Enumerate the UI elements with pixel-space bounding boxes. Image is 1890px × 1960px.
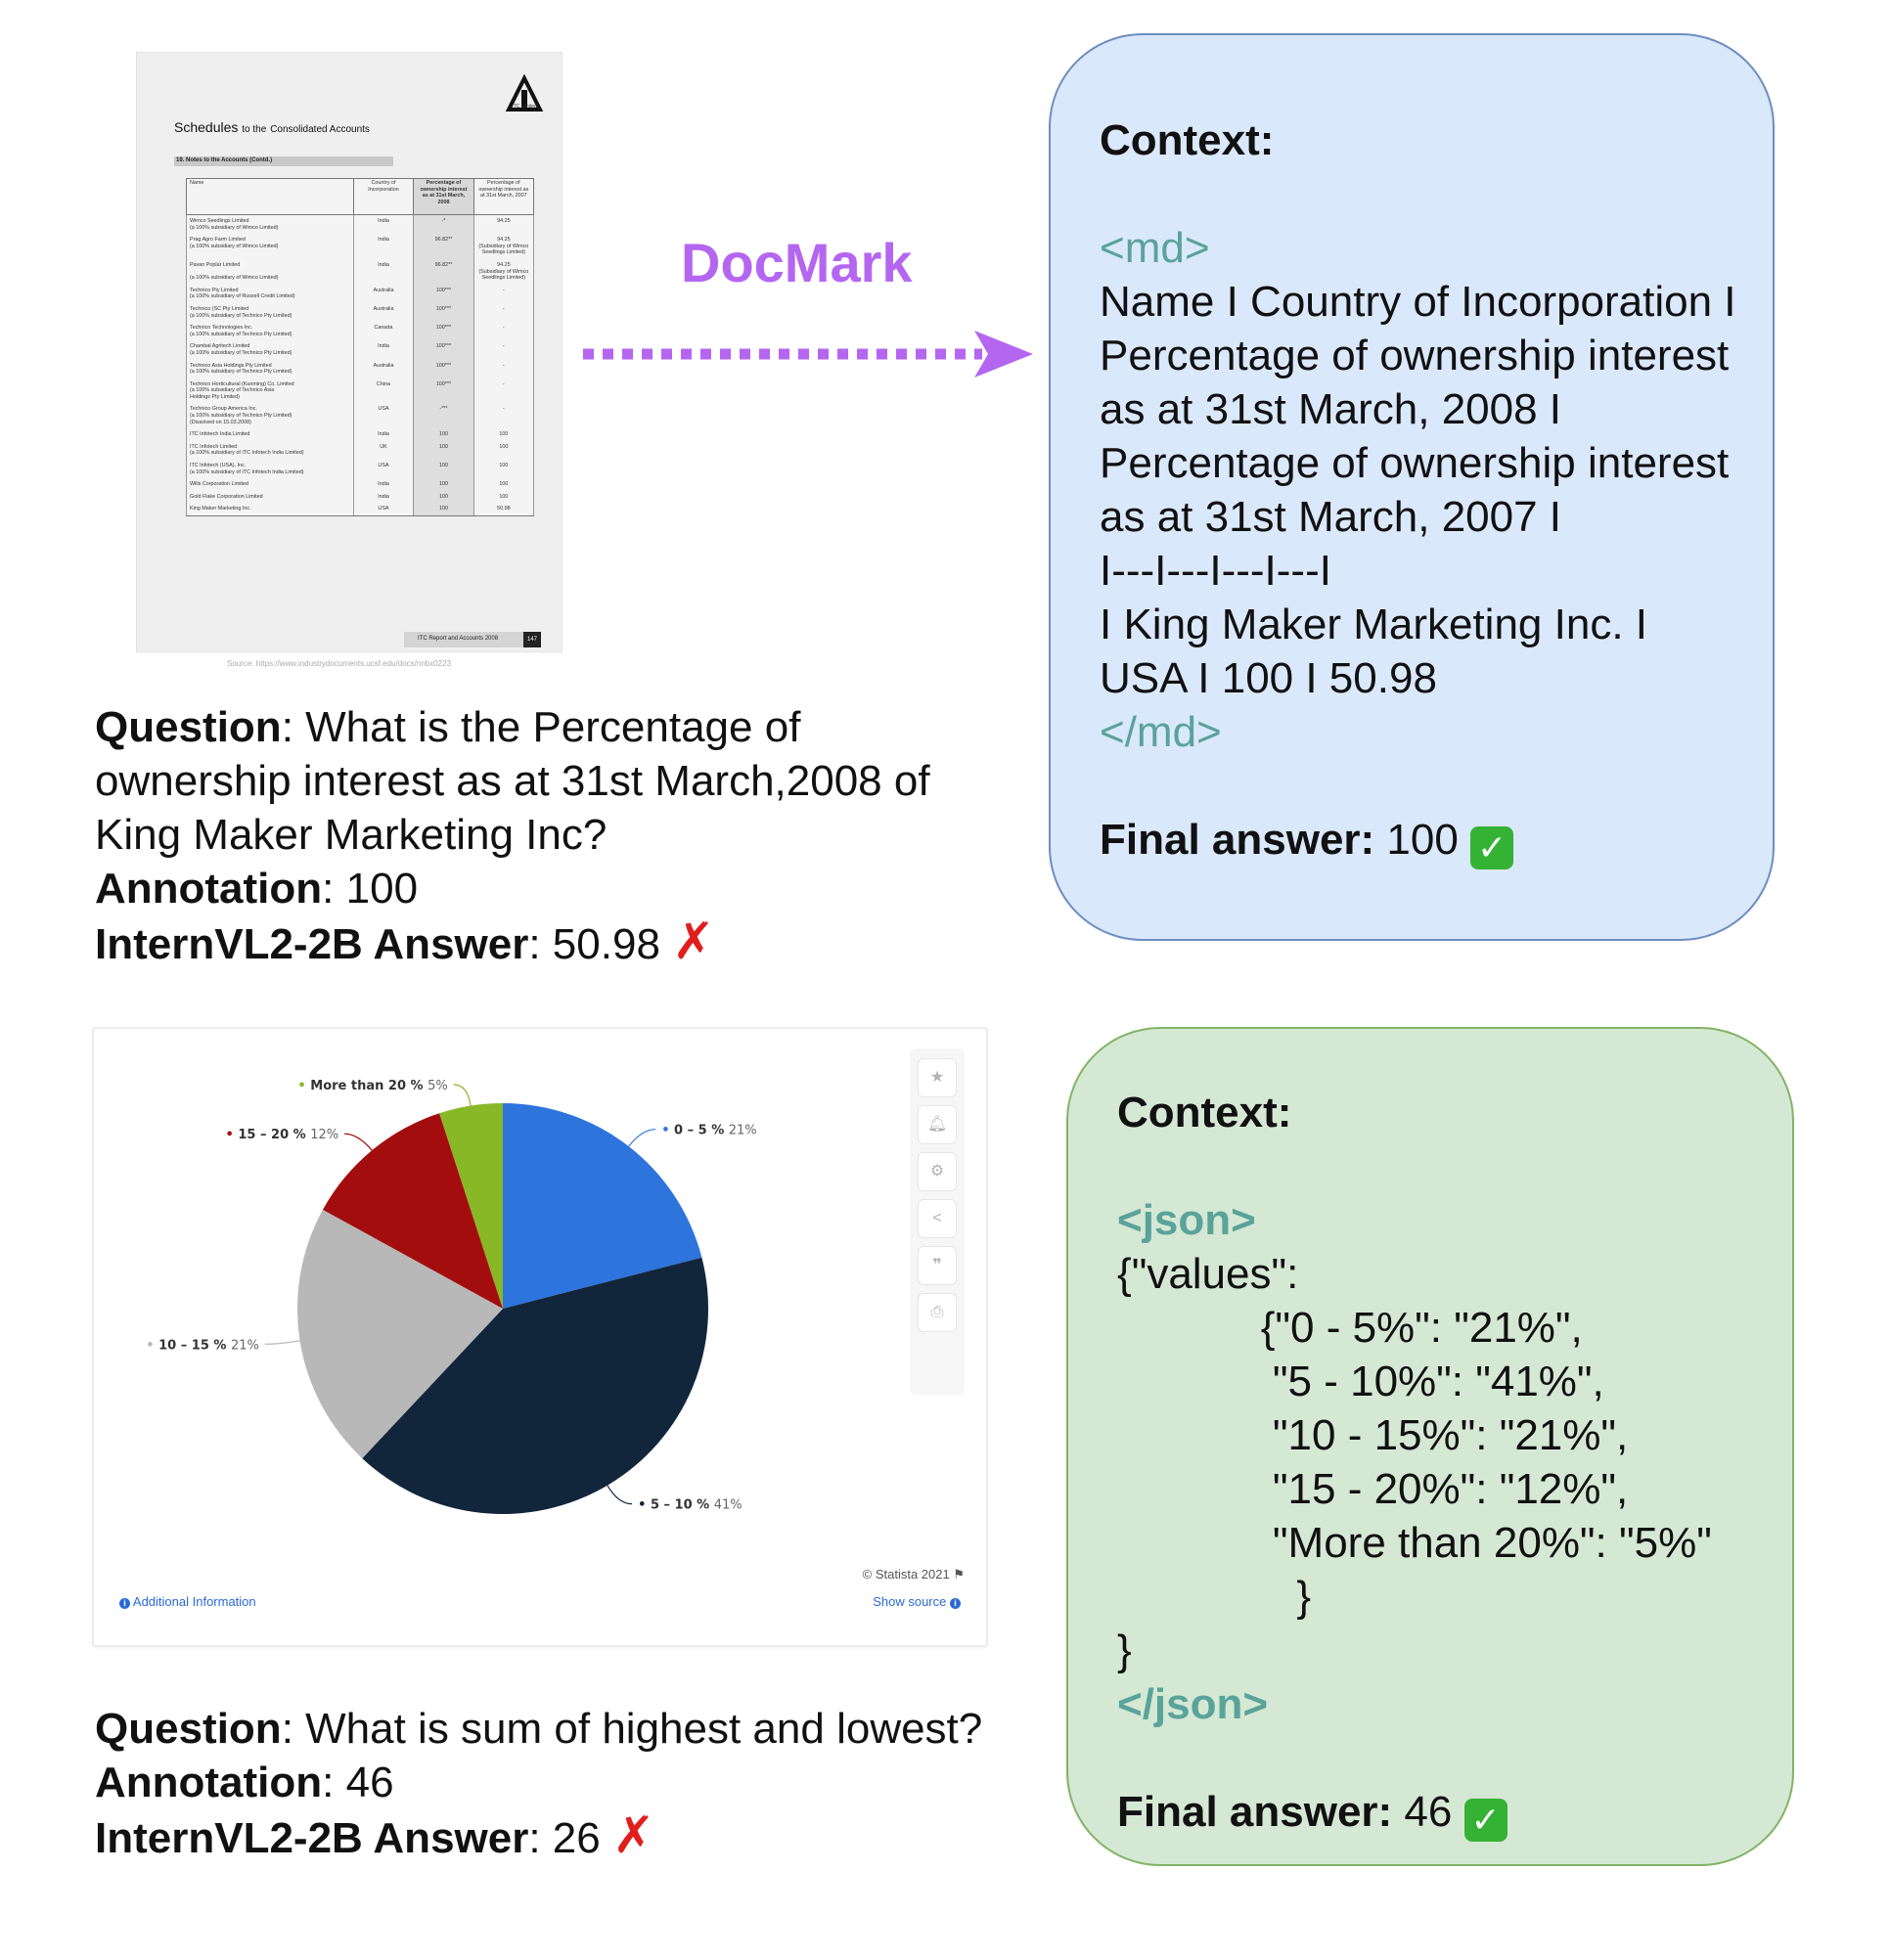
- cell-name: Technico Horticultural (Kunming) Co. Limited (a 100% subsidiary of Technico Asia Holdings Pty Limited): [187, 379, 354, 404]
- star-icon[interactable]: ★: [918, 1058, 957, 1097]
- col-header-pct2008: Percentage of ownership interest as at 31st March, 2008: [414, 179, 473, 215]
- final-answer-line: [1100, 813, 1775, 869]
- cell-country: India: [353, 234, 414, 259]
- table-row: [187, 403, 534, 428]
- cell-pct2008: 96.82**: [414, 259, 473, 285]
- table-row: [187, 379, 534, 404]
- data-label: • More than 20 % 5%: [297, 1078, 448, 1093]
- table-row: [187, 215, 534, 235]
- cell-pct2008: 100***: [414, 360, 473, 379]
- leader-line: [265, 1341, 300, 1344]
- ownership-table: [186, 178, 534, 516]
- docmark-label: DocMark: [681, 232, 913, 293]
- data-label-value: 21%: [230, 1338, 259, 1354]
- chart-toolbar: [910, 1048, 965, 1395]
- answer-label: InternVL2-2B Answer: [95, 1814, 529, 1862]
- table-row: [187, 340, 534, 359]
- answer-line: [95, 1809, 1054, 1865]
- cell-pct2007: 94.25 (Subsidiary of Wimco Seedlings Limited): [473, 259, 533, 285]
- check-mark-icon: ✓: [1464, 1799, 1508, 1842]
- dotted-arrow-icon: [581, 331, 1035, 378]
- cell-pct2008: -***: [414, 403, 473, 428]
- cell-pct2008: 100***: [414, 285, 473, 303]
- cell-name: Technico Group America Inc. (a 100% subsidiary of Technico Pty Limited) (Dissolved on 15.03.2008): [187, 403, 354, 428]
- cell-pct2007: 94.25 (Subsidiary of Wimco Seedlings Limited): [473, 234, 533, 259]
- table-row: [187, 491, 534, 504]
- cell-pct2007: 100: [473, 491, 533, 504]
- col-header-pct2007: Percentage of ownership interest as at 31st March, 2007: [473, 179, 533, 215]
- final-answer-value: 46: [1404, 1788, 1453, 1836]
- table-body: [187, 215, 534, 516]
- cell-pct2007: 100: [473, 441, 533, 460]
- cell-name: Technico (SC Pty Limited (a 100% subsidiary of Technico Pty Limited): [187, 303, 354, 322]
- show-source-text: Show source: [873, 1594, 947, 1609]
- json-close-tag: </json>: [1117, 1680, 1269, 1728]
- cell-pct2008: 100***: [414, 322, 473, 340]
- cell-pct2007: -: [473, 379, 533, 404]
- footer-text: ITC Report and Accounts 2008: [418, 636, 499, 642]
- cell-country: Canada: [353, 322, 414, 340]
- check-mark-icon: ✓: [1470, 826, 1513, 869]
- question-line: [95, 700, 995, 862]
- cell-pct2008: 100***: [414, 303, 473, 322]
- info-icon: i: [950, 1598, 961, 1609]
- cell-country: India: [353, 428, 414, 441]
- cell-country: China: [353, 379, 414, 404]
- quote-icon[interactable]: ❞: [918, 1246, 957, 1285]
- answer-label: InternVL2-2B Answer: [95, 920, 529, 968]
- show-source-link[interactable]: [873, 1594, 961, 1609]
- annotation-line: [95, 862, 995, 915]
- additional-information-link[interactable]: [119, 1594, 256, 1609]
- data-label: • 0 – 5 % 21%: [661, 1123, 757, 1138]
- data-label-value: 5%: [428, 1078, 448, 1093]
- title-main: Schedules: [174, 119, 239, 135]
- annotation-text: : 46: [322, 1759, 394, 1806]
- final-answer-label: Final answer:: [1117, 1788, 1393, 1836]
- cell-pct2008: 100***: [414, 340, 473, 359]
- cell-country: India: [353, 340, 414, 359]
- cell-country: India: [353, 491, 414, 504]
- title-rest: to the: [242, 124, 267, 135]
- json-open-tag: <json>: [1117, 1196, 1256, 1244]
- context-box-json: [1066, 1027, 1794, 1866]
- cell-name: Pavan Poplar Limited (a 100% subsidiary of Wimco Limited): [187, 259, 354, 285]
- col-header-name: Name: [187, 179, 354, 215]
- cell-country: UK: [353, 441, 414, 460]
- data-label-category: More than 20 %: [310, 1078, 428, 1093]
- leader-line: [608, 1486, 632, 1504]
- cell-country: Australia: [353, 360, 414, 379]
- cell-pct2007: -: [473, 403, 533, 428]
- document-thumbnail: [137, 53, 562, 651]
- cell-pct2008: 100: [414, 441, 473, 460]
- data-label: • 5 – 10 % 41%: [638, 1497, 742, 1513]
- cell-pct2007: -: [473, 303, 533, 322]
- cell-country: USA: [353, 460, 414, 478]
- section-bar-text: 19. Notes to the Accounts (Contd.): [176, 157, 273, 163]
- data-label-category: 5 – 10 %: [650, 1497, 714, 1513]
- data-label-value: 12%: [310, 1128, 339, 1143]
- cell-pct2008: 100: [414, 478, 473, 491]
- cell-name: ITC Infotech India Limited: [187, 428, 354, 441]
- cell-name: King Maker Marketing Inc.: [187, 503, 354, 515]
- cell-name: Gold Flake Corporation Limited: [187, 491, 354, 504]
- print-icon[interactable]: ⎙: [918, 1293, 957, 1332]
- data-label: • 15 – 20 % 12%: [225, 1128, 339, 1143]
- question-text: : What is the Percentage of ownership interest as at 31st March,2008 of King Maker Marketing Inc?: [95, 703, 930, 859]
- additional-information-text: Additional Information: [132, 1594, 256, 1609]
- info-icon: i: [119, 1598, 130, 1609]
- logo-caption: ITC Limited: [512, 104, 537, 110]
- table-header-row: [187, 179, 534, 215]
- cross-mark-icon: ✗: [672, 913, 715, 970]
- title-tail: Consolidated Accounts: [270, 124, 370, 135]
- cell-pct2008: 100: [414, 503, 473, 515]
- gear-icon[interactable]: ⚙: [918, 1152, 957, 1191]
- cell-country: India: [353, 478, 414, 491]
- answer-line: [95, 915, 995, 971]
- cell-country: India: [353, 259, 414, 285]
- data-label: • 10 – 15 % 21%: [146, 1338, 259, 1354]
- context-box-md: [1049, 33, 1775, 941]
- context-md-content: [1100, 113, 1775, 869]
- statista-credit: [863, 1567, 965, 1582]
- cell-pct2007: -: [473, 285, 533, 303]
- qa-block-bottom: [95, 1702, 1054, 1865]
- cell-pct2007: 100: [473, 478, 533, 491]
- cell-pct2007: 100: [473, 460, 533, 478]
- table-row: [187, 503, 534, 515]
- question-line: [95, 1702, 1054, 1756]
- cell-country: Australia: [353, 285, 414, 303]
- table-row: [187, 360, 534, 379]
- document-footer: [404, 632, 541, 647]
- cross-mark-icon: ✗: [611, 1807, 655, 1864]
- question-label: Question: [95, 703, 282, 751]
- table-row: [187, 285, 534, 303]
- data-label-value: 21%: [728, 1123, 757, 1138]
- cell-pct2007: -: [473, 360, 533, 379]
- annotation-line: [95, 1756, 1054, 1809]
- cell-name: Chambal Agritech Limited (a 100% subsidiary of Technico Pty Limited): [187, 340, 354, 359]
- cell-pct2008: 100: [414, 428, 473, 441]
- md-open-tag: <md>: [1100, 224, 1210, 272]
- cell-pct2008: 100***: [414, 379, 473, 404]
- data-label-value: 41%: [713, 1497, 742, 1513]
- final-answer-value: 100: [1386, 816, 1459, 864]
- final-answer-line: [1117, 1785, 1792, 1842]
- md-close-tag: </md>: [1100, 708, 1222, 756]
- data-label-category: 0 – 5 %: [674, 1123, 729, 1138]
- credit-text: © Statista 2021: [862, 1567, 950, 1581]
- cell-country: Australia: [353, 303, 414, 322]
- question-label: Question: [95, 1705, 282, 1753]
- flag-icon: ⚑: [953, 1567, 965, 1581]
- cell-pct2008: 100: [414, 491, 473, 504]
- context-json-content: [1117, 1086, 1792, 1842]
- cell-name: ITC Infotech Limited (a 100% subsidiary of ITC Infotech India Limited): [187, 441, 354, 460]
- pie-chart-card: [92, 1027, 988, 1647]
- question-text: : What is sum of highest and lowest?: [281, 1705, 983, 1753]
- table-row: [187, 441, 534, 460]
- md-body: Name I Country of Incorporation I Percentage of ownership interest as at 31st March, 2008 I Percentage of ownership interest as at 31st March, 2007 I I---I---I---I---I I King Maker Marketing Inc. I USA I 100 I 50.98: [1100, 278, 1736, 702]
- cell-pct2008: 100: [414, 460, 473, 478]
- table-row: [187, 303, 534, 322]
- cell-name: Wills Corporation Limited: [187, 478, 354, 491]
- table-row: [187, 259, 534, 285]
- cell-name: Prag Agro Farm Limited (a 100% subsidiary of Wimco Limited): [187, 234, 354, 259]
- cell-pct2008: 96.82**: [414, 234, 473, 259]
- table-row: [187, 478, 534, 491]
- context-heading: Context:: [1117, 1089, 1292, 1136]
- cell-pct2007: -: [473, 322, 533, 340]
- table-row: [187, 234, 534, 259]
- document-title: [174, 119, 370, 135]
- table-row: [187, 460, 534, 478]
- cell-pct2007: 50.98: [473, 503, 533, 515]
- table-row: [187, 322, 534, 340]
- col-header-country: Country of Incorporation: [353, 179, 414, 215]
- leader-line: [454, 1085, 471, 1106]
- annotation-label: Annotation: [95, 1759, 323, 1806]
- annotation-label: Annotation: [95, 865, 323, 913]
- cell-name: Technico Asia Holdings Pty Limited (a 100% subsidiary of Technico Pty Limited): [187, 360, 354, 379]
- context-heading: Context:: [1100, 116, 1275, 164]
- annotation-text: : 100: [322, 865, 419, 913]
- page-number: 147: [523, 632, 541, 647]
- share-icon[interactable]: <: [918, 1199, 957, 1238]
- cell-pct2007: 100: [473, 428, 533, 441]
- cell-pct2007: 94.25: [473, 215, 533, 235]
- answer-text: : 50.98: [528, 920, 660, 968]
- bell-icon[interactable]: 🔔︎: [918, 1105, 957, 1144]
- cell-country: India: [353, 215, 414, 235]
- qa-block-top: [95, 700, 995, 971]
- cell-pct2007: -: [473, 340, 533, 359]
- json-body: {"values": {"0 - 5%": "21%", "5 - 10%": "41%", "10 - 15%": "21%", "15 - 20%": "12%", "More than 20%": "5%" } }: [1117, 1250, 1712, 1674]
- cell-name: Technico Pty Limited (a 100% subsidiary of Russell Credit Limited): [187, 285, 354, 303]
- leader-line: [344, 1134, 372, 1150]
- cell-name: Wimco Seedlings Limited (a 100% subsidiary of Wimco Limited): [187, 215, 354, 235]
- cell-pct2008: -*: [414, 215, 473, 235]
- table-row: [187, 428, 534, 441]
- answer-text: : 26: [528, 1814, 601, 1862]
- document-source: Source: https://www.industrydocuments.ucsf.edu/docs/nnbx0223: [227, 659, 452, 668]
- cell-name: Technico Technologies Inc. (a 100% subsidiary of Technico Pty Limited): [187, 322, 354, 340]
- itc-logo-icon: [505, 74, 544, 117]
- cell-country: USA: [353, 503, 414, 515]
- final-answer-label: Final answer:: [1100, 816, 1375, 864]
- cell-name: ITC Infotech (USA), Inc. (a 100% subsidiary of ITC Infotech India Limited): [187, 460, 354, 478]
- pie-chart: [94, 1029, 986, 1645]
- data-label-category: 10 – 15 %: [158, 1338, 231, 1354]
- leader-line: [629, 1130, 655, 1146]
- cell-country: USA: [353, 403, 414, 428]
- data-label-category: 15 – 20 %: [238, 1128, 311, 1143]
